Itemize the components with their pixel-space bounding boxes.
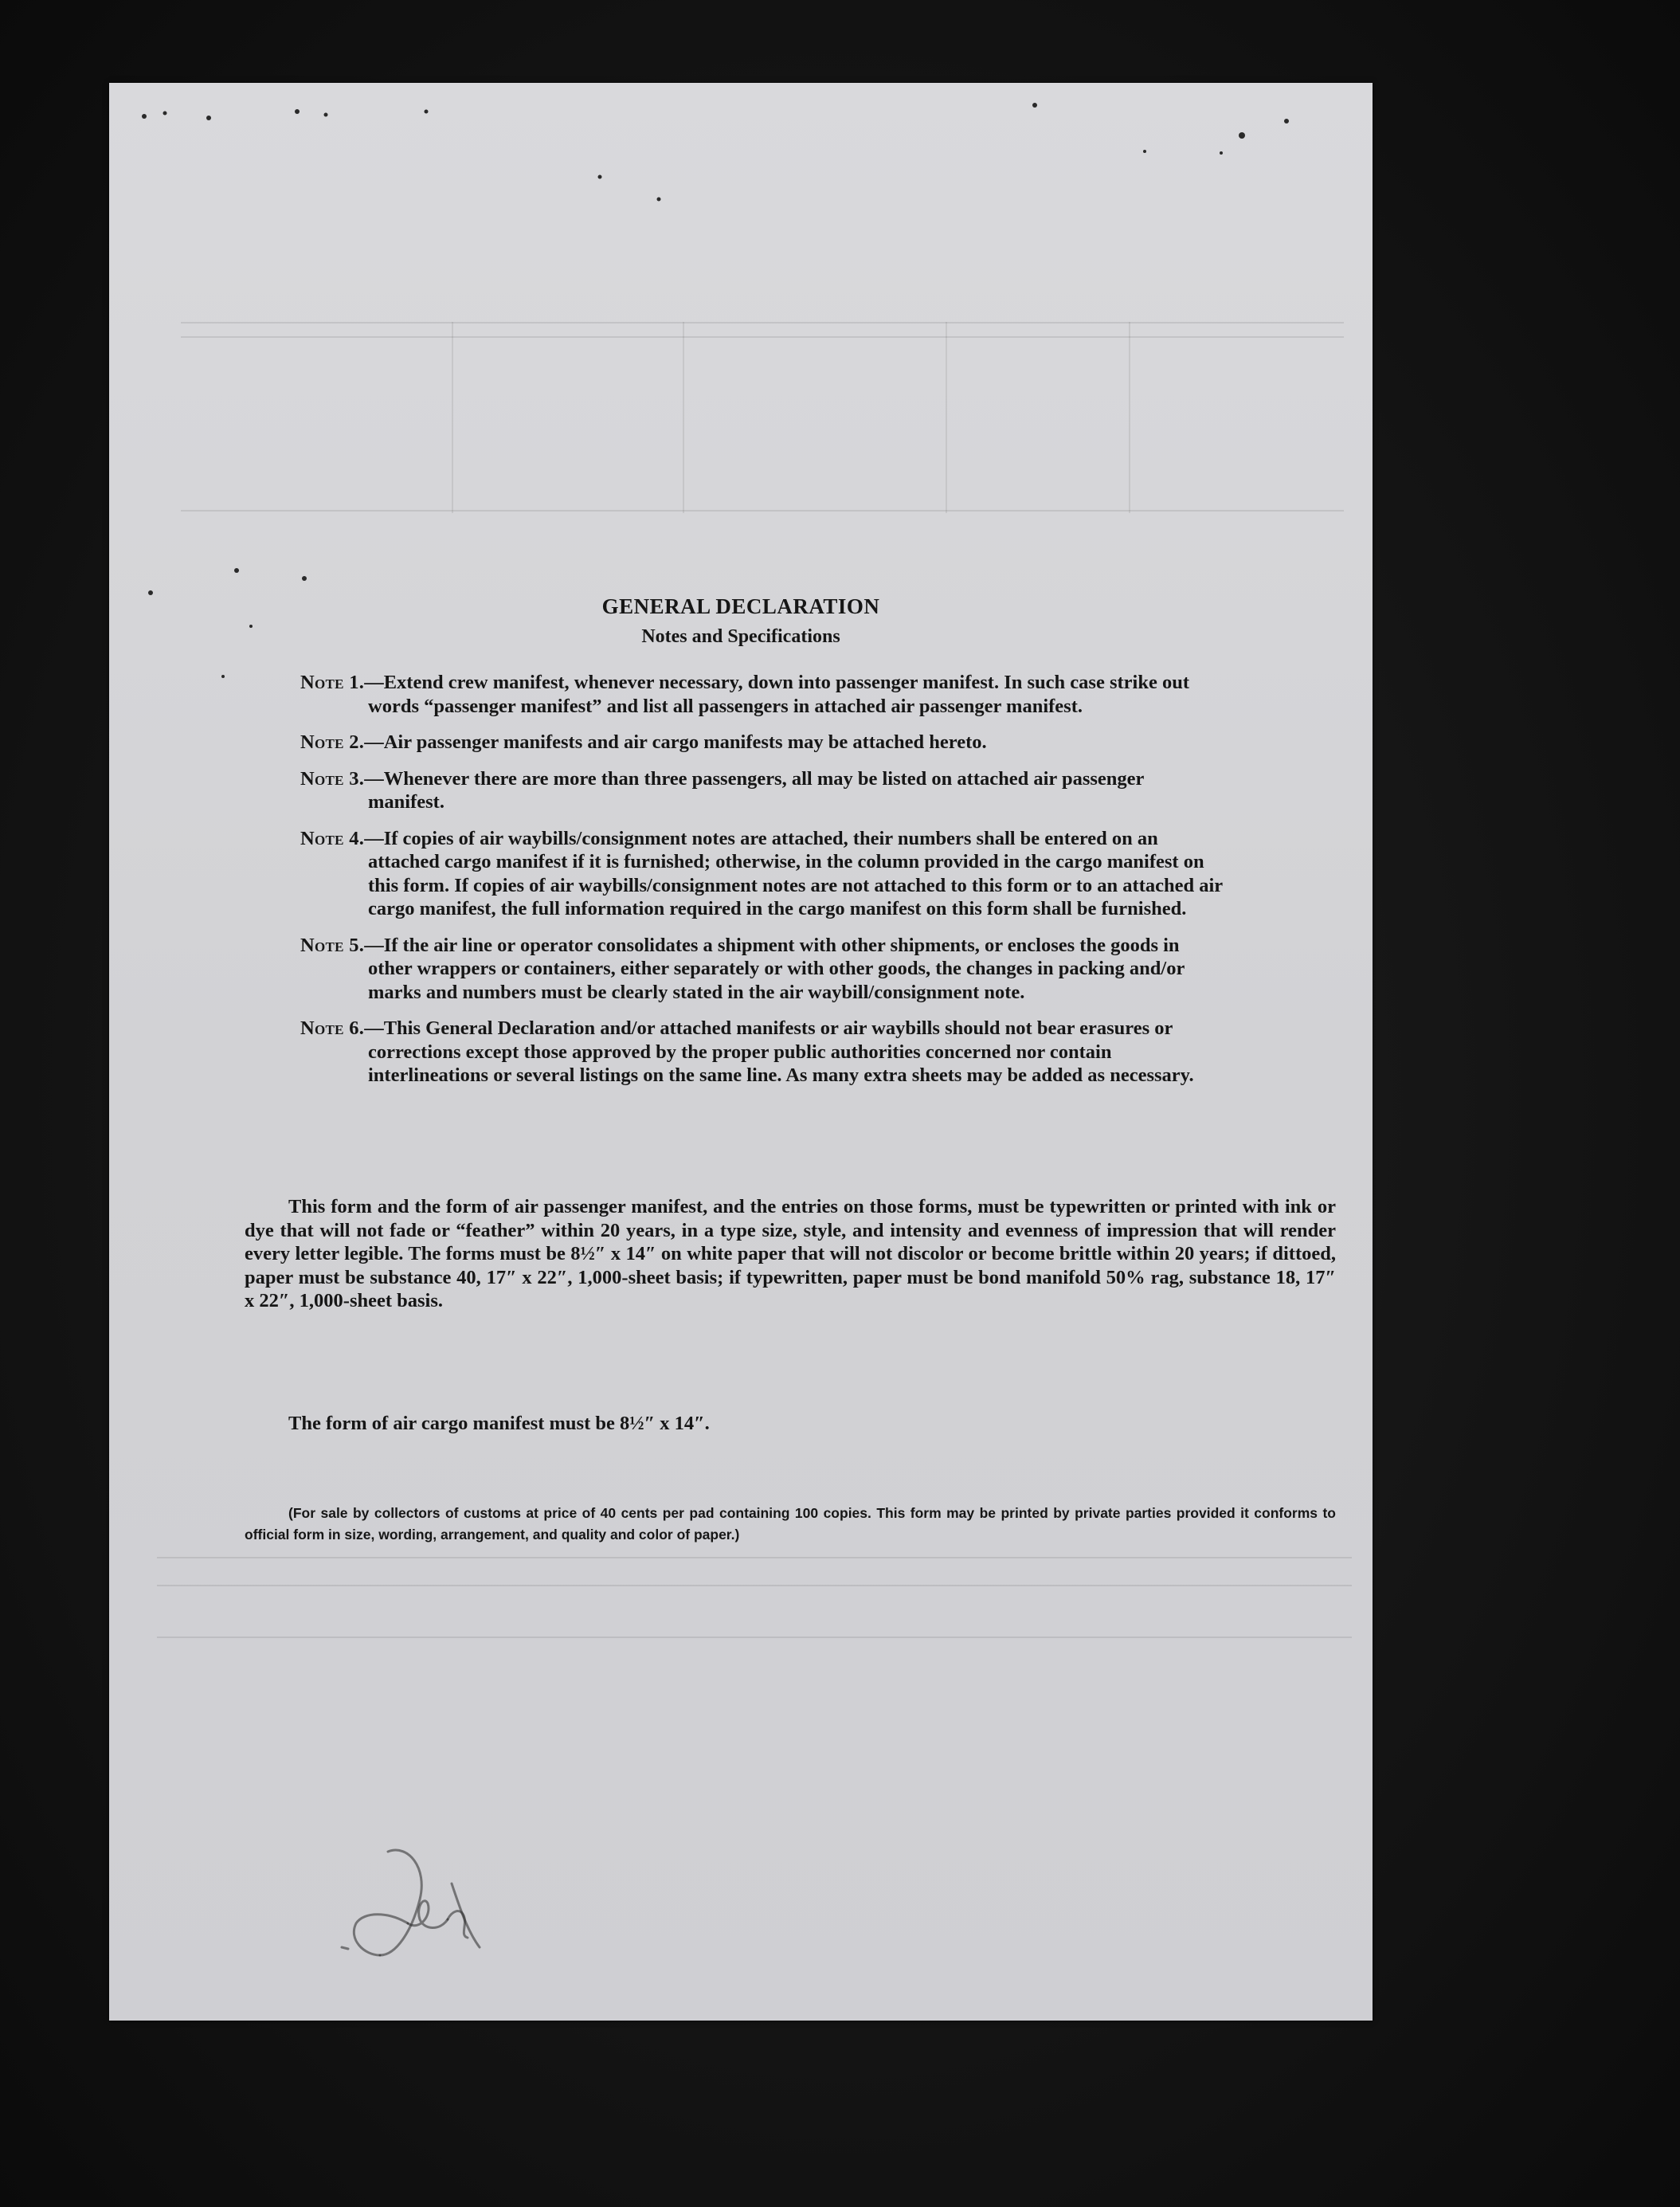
- note-item: [245, 934, 1224, 1005]
- note-item: [245, 827, 1224, 921]
- note-label: Note 5.: [300, 934, 365, 956]
- note-text: —This General Declaration and/or attached manifests or air waybills should not bear erasures or corrections except those approved by the proper public authorities concerned nor contain interlineations or several listings on the same line. As many extra sheets may be added as necessary.: [364, 1017, 1194, 1086]
- sale-note: (For sale by collectors of customs at price of 40 cents per pad containing 100 copies. This form may be printed by private parties provided it conforms to official form in size, wording, arrangement, and quality and color of paper.): [245, 1505, 1336, 1543]
- note-label: Note 1.: [300, 672, 365, 693]
- note-item: [245, 767, 1224, 814]
- note-text: —Extend crew manifest, whenever necessary, down into passenger manifest. In such case strike out words “passenger manifest” and list all passengers in attached air passenger manifest.: [364, 672, 1189, 717]
- document-page: [109, 83, 1373, 2021]
- note-label: Note 6.: [300, 1017, 365, 1039]
- note-item: [245, 731, 1224, 755]
- document-content: [109, 83, 1373, 2021]
- notes-list: [245, 671, 1224, 1088]
- note-text: —Air passenger manifests and air cargo manifests may be attached hereto.: [364, 731, 987, 753]
- note-label: Note 3.: [300, 767, 365, 790]
- note-text: —If copies of air waybills/consignment notes are attached, their numbers shall be entered on an attached cargo manifest if it is furnished; otherwise, in the column provided in the cargo manifest on this form. If copies of air waybills/consignment notes are not attached to this form or to an attached air cargo manifest, the full information required in the cargo manifest on this form shall be furnished.: [364, 827, 1223, 919]
- note-item: [245, 1017, 1224, 1088]
- document-subtitle: Notes and Specifications: [641, 626, 840, 647]
- note-text: —If the air line or operator consolidates a shipment with other shipments, or encloses the goods in other wrappers or containers, either separately or with other goods, the changes in packing and/or marks and numbers must be clearly stated in the air waybill/consignment note.: [364, 934, 1185, 1003]
- note-item: [245, 671, 1224, 718]
- form-specification-paragraph: This form and the form of air passenger manifest, and the entries on those forms, must be typewritten or printed with ink or dye that will not fade or “feather” within 20 years, in a type size, style, and intensity and evenness of impression that will render every letter legible. The forms must be 8½″ x 14″ on white paper that will not discolor or become brittle within 20 years; if dittoed, paper must be substance 40, 17″ x 22″, 1,000-sheet basis; if typewritten, paper must be bond manifold 50% rag, substance 18, 17″ x 22″, 1,000-sheet basis.: [245, 1196, 1336, 1311]
- document-title: GENERAL DECLARATION: [601, 594, 880, 618]
- note-text: —Whenever there are more than three passengers, all may be listed on attached air passenger manifest.: [364, 767, 1144, 813]
- note-label: Note 2.: [300, 731, 365, 753]
- handwritten-signature: [332, 1836, 499, 1971]
- note-label: Note 4.: [300, 827, 365, 849]
- cargo-form-size-line: The form of air cargo manifest must be 8½″ x 14″.: [288, 1413, 710, 1434]
